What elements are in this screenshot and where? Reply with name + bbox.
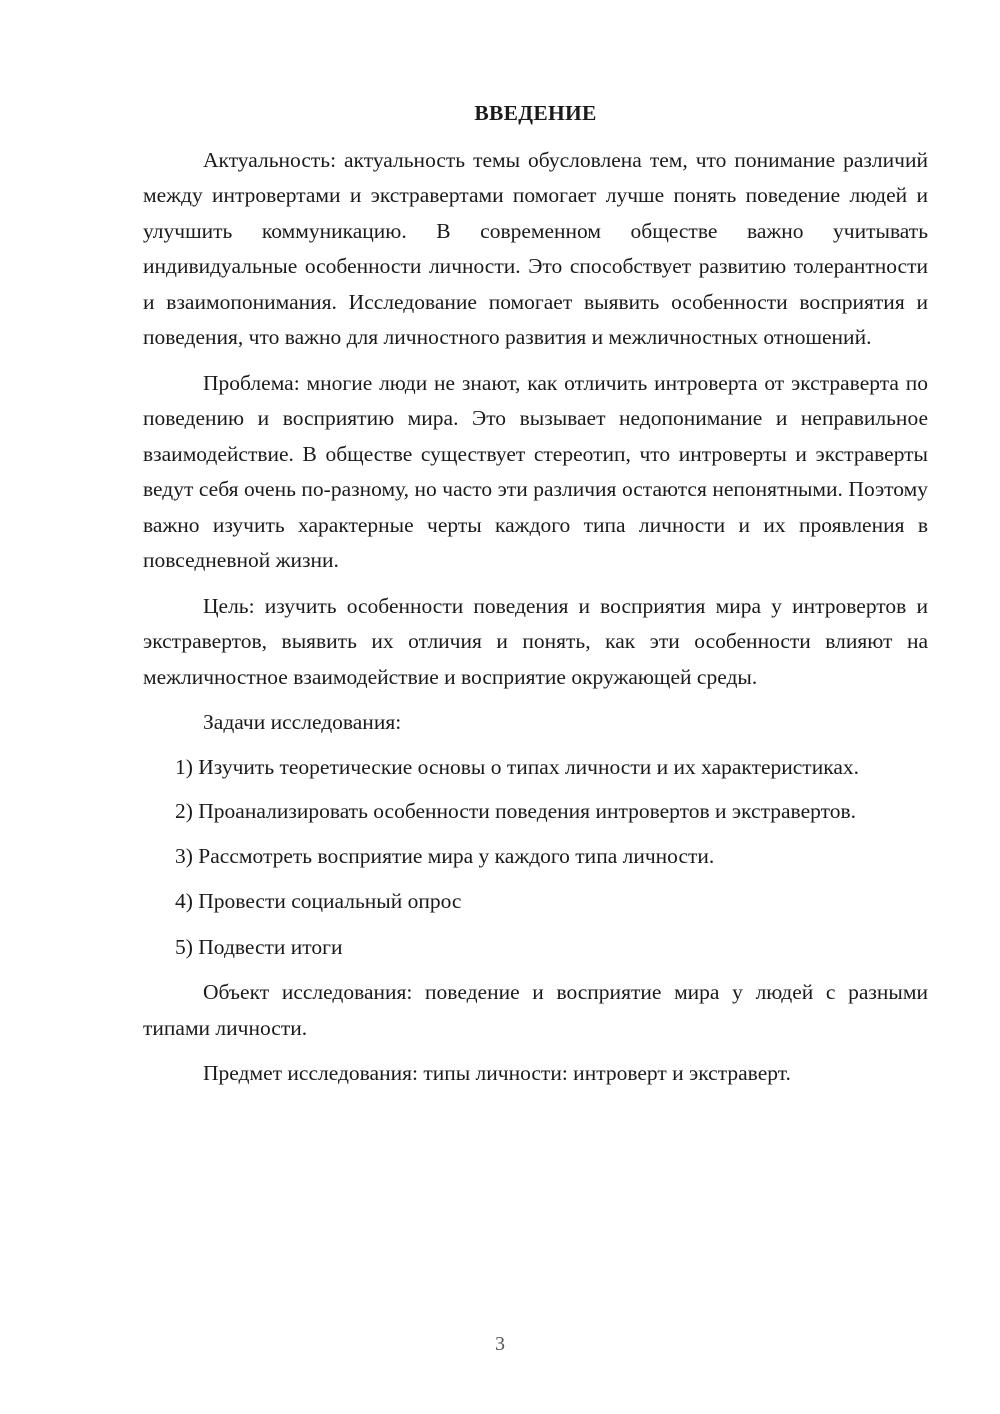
paragraph-object: Объект исследования: поведение и восприятие мира у людей с разными типами личности. — [143, 980, 928, 1040]
paragraph-problem: Проблема: многие люди не знают, как отличить интроверта от экстраверта по поведению и восприятию мира. Это вызывает недопонимание и неправильное взаимодействие. В обществе существует стереотип, что интроверты и экстраверты ведут себя очень по-разному, но часто эти различия остаются непонятными. Поэтому важно изучить характерные черты каждого типа личности и их проявления в повседневной жизни. — [143, 370, 928, 572]
list-item: 1) Изучить теоретические основы о типах личности и их характеристиках. — [175, 754, 860, 779]
tasks-list — [143, 750, 928, 966]
page-number: 3 — [495, 1333, 505, 1355]
list-item: 4) Провести социальный опрос — [175, 889, 462, 913]
page-title: ВВЕДЕНИЕ — [474, 101, 597, 125]
paragraph-goal: Цель: изучить особенности поведения и восприятия мира у интровертов и экстравертов, выявить их отличия и понять, как эти особенности влияют на межличностное взаимодействие и восприятие окружающей среды. — [143, 593, 928, 689]
document-page — [143, 96, 928, 1102]
list-item: 3) Рассмотреть восприятие мира у каждого типа личности. — [175, 843, 715, 868]
tasks-heading: Задачи исследования: — [203, 710, 402, 734]
list-item: 5) Подвести итоги — [175, 934, 343, 959]
list-item: 2) Проанализировать особенности поведения интровертов и экстравертов. — [175, 799, 856, 823]
paragraph-subject: Предмет исследования: типы личности: интроверт и экстраверт. — [203, 1061, 791, 1085]
paragraph-relevance: Актуальность: актуальность темы обусловлена тем, что понимание различий между интровертами и экстравертами помогает лучше понять поведение людей и улучшить коммуникацию. В современном обществе важно учитывать индивидуальные особенности личности. Это способствует развитию толерантности и взаимопонимания. Исследование помогает выявить особенности восприятия и поведения, что важно для личностного развития и межличностных отношений. — [143, 147, 928, 349]
